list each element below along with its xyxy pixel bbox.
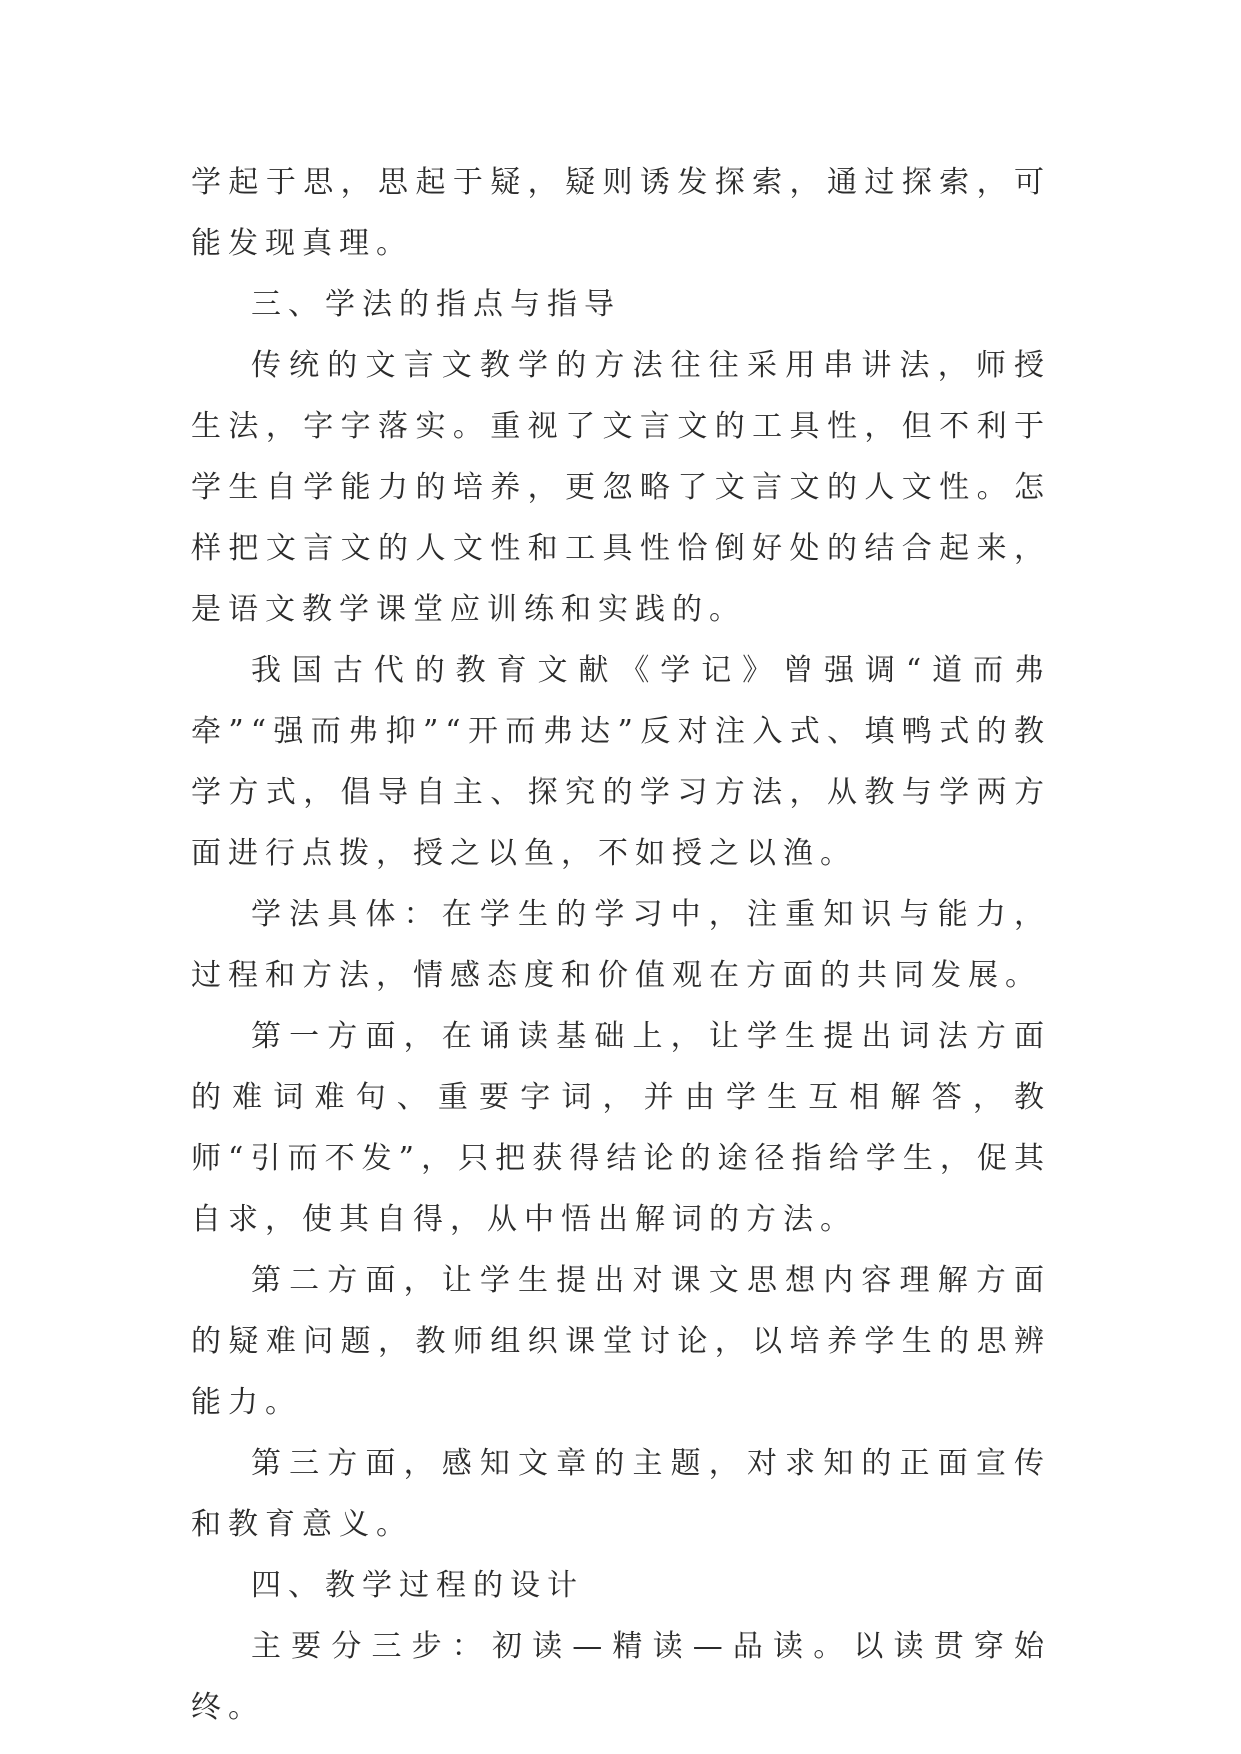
paragraph: 传统的文言文教学的方法往往采用串讲法，师授生法，字字落实。重视了文言文的工具性，但不利于学生自学能力的培养，更忽略了文言文的人文性。怎样把文言文的人文性和工具性恰倒好处的结合起来，是语文教学课堂应训练和实践的。 [191, 348, 1051, 627]
paragraph: 我国古代的教育文献《学记》曾强调“道而弗牵”“强而弗抑”“开而弗达”反对注入式、填鸭式的教学方式，倡导自主、探究的学习方法，从教与学两方面进行点拨，授之以鱼，不如授之以渔。 [191, 653, 1051, 871]
section-heading-4: 四、教学过程的设计 [251, 1568, 584, 1603]
paragraph-continuation: 学起于思，思起于疑，疑则诱发探索，通过探索，可能发现真理。 [191, 165, 1051, 261]
paragraph: 主要分三步：初读—精读—品读。以读贯穿始终。 [191, 1629, 1051, 1725]
paragraph: 第二方面，让学生提出对课文思想内容理解方面的疑难问题，教师组织课堂讨论，以培养学生的思辨能力。 [191, 1263, 1051, 1420]
document-page [191, 152, 1051, 1738]
paragraph: 学法具体：在学生的学习中，注重知识与能力，过程和方法，情感态度和价值观在方面的共同发展。 [191, 897, 1051, 993]
paragraph: 第三方面，感知文章的主题，对求知的正面宣传和教育意义。 [191, 1446, 1051, 1542]
paragraph: 第一方面，在诵读基础上，让学生提出词法方面的难词难句、重要字词，并由学生互相解答，教师“引而不发”，只把获得结论的途径指给学生，促其自求，使其自得，从中悟出解词的方法。 [191, 1019, 1051, 1237]
section-heading-3: 三、学法的指点与指导 [251, 287, 621, 322]
